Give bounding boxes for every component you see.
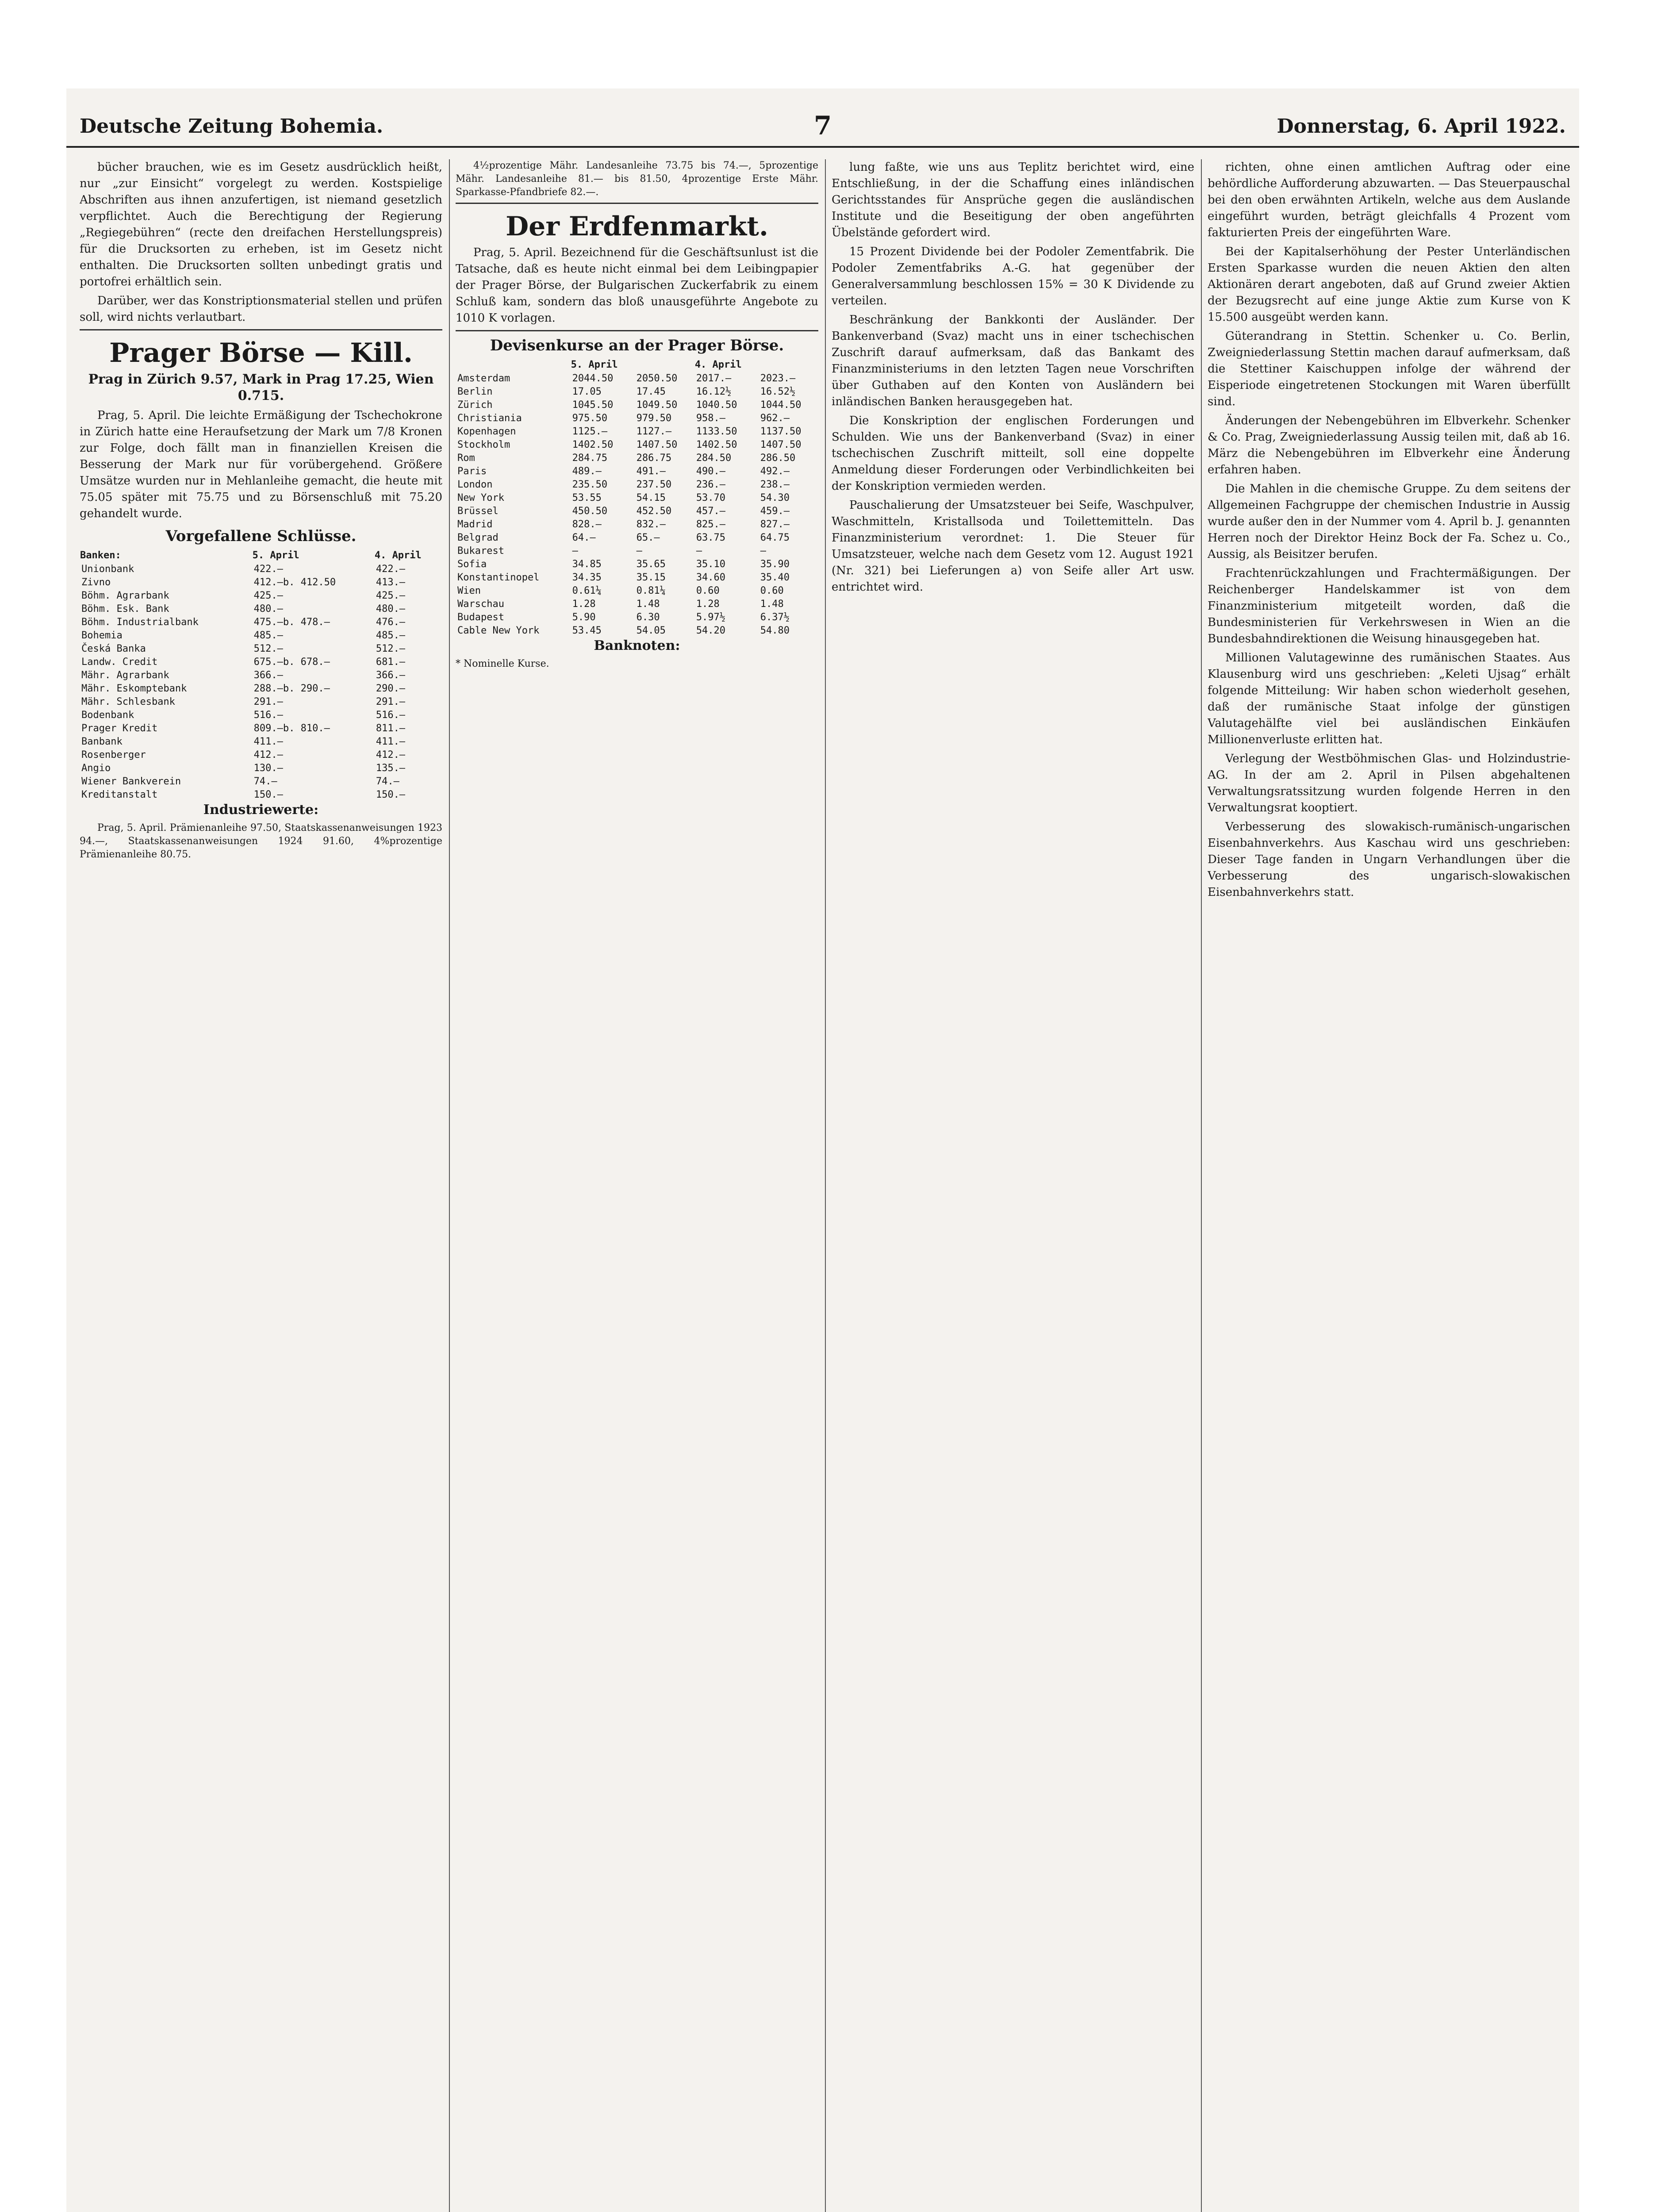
table-cell: 1407.50 — [760, 439, 802, 450]
table-cell: 1133.50 — [696, 426, 737, 437]
table-cell: 1.28 — [696, 599, 720, 610]
article-text: lung faßte, wie uns aus Teplitz berichtet wird, eine Entschließung, in der die Schaffung eines inländischen Gerichtsstandes für Ansprüche gegen die ausländischen Institute und die Beseitigung der oben angeführten Übelstände gefordert wird. — [832, 161, 1194, 239]
newspaper-page — [66, 88, 1579, 2212]
table-row — [456, 624, 818, 637]
table-cell: Böhm. Agrarbank — [81, 590, 169, 601]
table-cell: 492.— — [760, 466, 790, 477]
table-cell: 512.— — [376, 643, 406, 654]
table-cell: 1127.— — [636, 426, 672, 437]
table-cell: 422.— — [376, 564, 406, 575]
article-text: Pauschalierung der Umsatzsteuer bei Seife, Waschpulver, Waschmitteln, Kristallsoda und Toilettemitteln. Das Finanzministerium verordnet: 1. Die Steuer für Umsatzsteuer, welche nach dem Gesetz vom 12. August 1921 (Nr. 321) bei Lieferungen a) von Seife aller Art usw. entrichtet wird. — [832, 499, 1194, 594]
table-cell: Bukarest — [457, 545, 504, 557]
table-cell: Cable New York — [457, 625, 540, 636]
table-cell: Banbank — [81, 736, 123, 747]
table-cell: Wiener Bankverein — [81, 776, 181, 787]
table-cell: 53.45 — [572, 625, 602, 636]
table-cell: 1.48 — [636, 599, 660, 610]
table-cell: 0.60 — [760, 585, 784, 596]
divider — [80, 329, 442, 330]
table-cell: 237.50 — [636, 479, 672, 490]
table-header-row — [456, 358, 818, 372]
table-cell: Konstantinopel — [457, 572, 540, 583]
table-cell: 489.— — [572, 466, 602, 477]
table-row — [456, 531, 818, 545]
table-cell: 1402.50 — [696, 439, 737, 450]
table-header: 4. April — [374, 550, 422, 561]
article-text: Änderungen der Nebengebühren im Elbverkehr. Schenker & Co. Prag, Zweigniederlassung Aussig teilen mit, daß ab 16. März die Nebengebühren im Elbverkehr eine Änderung erfahren haben. — [1208, 414, 1570, 476]
table-cell: 34.85 — [572, 559, 602, 570]
column-divider — [449, 159, 450, 2212]
table-cell: 828.— — [572, 519, 602, 530]
table-row — [80, 603, 442, 616]
page-header — [66, 106, 1579, 148]
table-cell: 290.— — [376, 683, 406, 694]
table-cell: 825.— — [696, 519, 726, 530]
table-cell: Landw. Credit — [81, 657, 158, 668]
table-cell: London — [457, 479, 493, 490]
table-cell: 1402.50 — [572, 439, 614, 450]
section-title: Devisenkurse an der Prager Börse. — [490, 337, 784, 354]
article-text: Güterandrang in Stettin. Schenker u. Co. Berlin, Zweigniederlassung Stettin machen darauf aufmerksam, daß die Stettiner Kaischuppen infolge der während der Eisperiode eingetretenen Stockungen mit Waren überfüllt sind. — [1208, 330, 1570, 408]
table-cell: Mähr. Agrarbank — [81, 670, 169, 681]
table-cell: 35.65 — [636, 559, 666, 570]
table-cell: 1045.50 — [572, 399, 614, 411]
table-header: 5. April — [571, 359, 618, 370]
banks-table — [80, 549, 442, 802]
table-row — [80, 642, 442, 656]
table-row — [80, 616, 442, 629]
article-text: Millionen Valutagewinne des rumänischen Staates. Aus Klausenburg wird uns geschrieben: „Keleti Ujsag“ erhält folgende Mitteilung: Wir haben schon wiederholt gesehen, daß der rumänische Staat infolge der günstigen Valutagehälfte viel bei ausländischen Einkäufen Millionenverluste erlitten hat. — [1208, 651, 1570, 746]
table-cell: 74.— — [376, 776, 399, 787]
table-cell: Česká Banka — [81, 643, 146, 654]
table-row — [456, 438, 818, 452]
table-cell: 6.30 — [636, 612, 660, 623]
table-cell: Kopenhagen — [457, 426, 516, 437]
table-row — [80, 695, 442, 709]
table-cell: 135.— — [376, 763, 406, 774]
table-cell: 0.61¼ — [572, 585, 602, 596]
table-cell: 291.— — [376, 696, 406, 707]
table-cell: 1.28 — [572, 599, 596, 610]
table-row — [456, 465, 818, 478]
table-cell: 35.90 — [760, 559, 790, 570]
table-cell: 366.— — [253, 670, 283, 681]
table-cell: 827.— — [760, 519, 790, 530]
table-cell: 476.— — [376, 617, 406, 628]
table-cell: 2044.50 — [572, 373, 614, 384]
table-cell: 491.— — [636, 466, 666, 477]
table-cell: Christiania — [457, 413, 522, 424]
table-cell: 516.— — [253, 710, 283, 721]
table-cell: 54.30 — [760, 492, 790, 503]
table-cell: 452.50 — [636, 506, 672, 517]
table-cell: Angio — [81, 763, 111, 774]
table-cell: 150.— — [376, 789, 406, 800]
table-cell: 958.— — [696, 413, 726, 424]
table-header — [456, 358, 571, 372]
table-cell: 238.— — [760, 479, 790, 490]
table-row — [80, 669, 442, 682]
table-cell: 412.— — [376, 749, 406, 760]
table-cell: 512.— — [253, 643, 283, 654]
table-cell: Paris — [457, 466, 487, 477]
table-cell: 475.—b. 478.— — [253, 617, 330, 628]
table-row — [80, 735, 442, 749]
table-cell: 979.50 — [636, 413, 672, 424]
table-cell: 288.—b. 290.— — [253, 683, 330, 694]
table-cell: Rosenberger — [81, 749, 146, 760]
table-cell: 811.— — [376, 723, 406, 734]
table-row — [80, 775, 442, 788]
divider — [456, 203, 818, 204]
section-subtitle: Industriewerte: — [203, 802, 319, 818]
table-cell: 2023.— — [760, 373, 796, 384]
table-row — [80, 656, 442, 669]
table-cell: 411.— — [376, 736, 406, 747]
table-row — [456, 505, 818, 518]
table-row — [456, 385, 818, 399]
table-cell: 6.37½ — [760, 612, 790, 623]
table-cell: 2017.— — [696, 373, 732, 384]
table-row — [80, 589, 442, 603]
table-cell: 54.20 — [696, 625, 726, 636]
table-cell: 450.50 — [572, 506, 608, 517]
table-row — [456, 571, 818, 584]
table-cell: 516.— — [376, 710, 406, 721]
table-cell: Warschau — [457, 599, 504, 610]
table-cell: 675.—b. 678.— — [253, 657, 330, 668]
article-text: 4½prozentige Mähr. Landesanleihe 73.75 bis 74.—, 5prozentige Mähr. Landesanleihe 81.— bis 81.50, 4prozentige Erste Mähr. Sparkasse-Pfandbriefe 82.—. — [456, 160, 818, 198]
divider — [456, 330, 818, 331]
section-subtitle: Banknoten: — [594, 638, 680, 653]
table-cell: 422.— — [253, 564, 283, 575]
table-row — [456, 518, 818, 531]
table-row — [456, 558, 818, 571]
article-text: 15 Prozent Dividende bei der Podoler Zementfabrik. Die Podoler Zementfabriks A.-G. hat gegenüber der Generalversammlung beschlossen 15% = 30 K Dividende zu verteilen. — [832, 245, 1194, 307]
column-divider — [1201, 159, 1202, 2212]
table-cell: 5.90 — [572, 612, 596, 623]
article-text: Verbesserung des slowakisch-rumänisch-ungarischen Eisenbahnverkehrs. Aus Kaschau wird uns geschrieben: Dieser Tage fanden in Ungarn Verhandlungen über die Verbesserung des ungarisch-slowakischen Eisenbahnverkehrs statt. — [1208, 820, 1570, 899]
table-row — [456, 425, 818, 438]
table-cell: Zivno — [81, 577, 111, 588]
article-text: Prag, 5. April. Bezeichnend für die Geschäftsunlust ist die Tatsache, daß es heute nicht einmal bei dem Leibingpapier der Prager Börse, der Bulgarischen Zuckerfabrik zu einem Schluß kam, sondern das bloß unausgeführte Angebote zu 1010 K vorlagen. — [456, 246, 818, 325]
table-row — [80, 762, 442, 775]
table-cell: 366.— — [376, 670, 406, 681]
table-cell: Budapest — [457, 612, 504, 623]
table-cell: 63.75 — [696, 532, 726, 543]
table-cell: 425.— — [376, 590, 406, 601]
table-cell: 284.75 — [572, 453, 608, 464]
table-cell: 34.35 — [572, 572, 602, 583]
article-text: Verlegung der Westböhmischen Glas- und Holzindustrie-AG. In der am 2. April in Pilsen abgehaltenen Verwaltungsratssitzung wurden folgende Herren in den Verwaltungsrat kooptiert. — [1208, 752, 1570, 814]
table-cell: 54.80 — [760, 625, 790, 636]
table-cell: 286.75 — [636, 453, 672, 464]
table-cell: 17.05 — [572, 386, 602, 397]
article-text: richten, ohne einen amtlichen Auftrag oder eine behördliche Aufforderung abzuwarten. — Das Steuerpauschal bei den oben erwähnten Artikeln, welche aus dem Auslande eingeführt wurden, beträgt gleichfalls 4 Prozent vom fakturierten Preis der eingeführten Ware. — [1208, 161, 1570, 239]
table-cell: Böhm. Esk. Bank — [81, 603, 169, 614]
table-cell: Prager Kredit — [81, 723, 158, 734]
table-cell: Wien — [457, 585, 481, 596]
table-cell: 457.— — [696, 506, 726, 517]
table-cell: 54.05 — [636, 625, 666, 636]
table-cell: Mähr. Eskomptebank — [81, 683, 187, 694]
table-cell: — — [696, 545, 702, 557]
table-row — [80, 576, 442, 589]
table-row — [456, 545, 818, 558]
table-cell: 286.50 — [760, 453, 796, 464]
table-cell: 2050.50 — [636, 373, 678, 384]
table-cell: 1040.50 — [696, 399, 737, 411]
footnote: * Nominelle Kurse. — [456, 658, 549, 669]
table-cell: 1137.50 — [760, 426, 802, 437]
table-cell: 64.— — [572, 532, 596, 543]
table-cell: Sofia — [457, 559, 487, 570]
table-cell: 1049.50 — [636, 399, 678, 411]
table-cell: Berlin — [457, 386, 493, 397]
table-header — [635, 358, 694, 372]
page-number: 7 — [813, 111, 832, 141]
table-row — [80, 749, 442, 762]
table-cell: 284.50 — [696, 453, 732, 464]
table-cell: 412.— — [253, 749, 283, 760]
table-cell: 480.— — [253, 603, 283, 614]
table-cell: 809.—b. 810.— — [253, 723, 330, 734]
table-cell: Stockholm — [457, 439, 510, 450]
table-row — [80, 629, 442, 642]
table-cell: 0.81¼ — [636, 585, 666, 596]
table-row — [80, 709, 442, 722]
newspaper-name: Deutsche Zeitung Bohemia. — [80, 115, 384, 138]
table-header: Banken: — [80, 550, 121, 561]
table-header — [759, 358, 818, 372]
table-row — [456, 478, 818, 492]
table-header: 5. April — [252, 550, 299, 561]
table-cell: 53.70 — [696, 492, 726, 503]
table-cell: — — [572, 545, 578, 557]
table-row — [456, 452, 818, 465]
section-title: Der Erdfenmarkt. — [506, 211, 768, 242]
table-cell: Rom — [457, 453, 475, 464]
table-row — [456, 492, 818, 505]
column-3 — [832, 159, 1194, 2212]
article-text: Prag, 5. April. Die leichte Ermäßigung der Tschechokrone in Zürich hatte eine Heraufsetzung der Mark um 7/8 Kronen zur Folge, doch fällt man in finanziellen Kreisen die Besserung der Mark nur für vorübergehend. Größere Umsätze wurden nur in Mehlanleihe gemacht, die heute mit 75.05 später mit 75.75 und zu Börsenschluß mit 75.20 gehandelt wurde. — [80, 409, 442, 520]
table-cell: 1407.50 — [636, 439, 678, 450]
article-text: Die Konskription der englischen Forderungen und Schulden. Wie uns der Bankenverband (Svaz) in einer tschechischen Zuschrift mitteilt, soll eine doppelte Anmeldung dieser Forderungen oder Verbindlichkeiten bei der Konskription vermieden werden. — [832, 414, 1194, 493]
table-cell: 413.— — [376, 577, 406, 588]
table-cell: 425.— — [253, 590, 283, 601]
table-cell: 236.— — [696, 479, 726, 490]
table-cell: 459.— — [760, 506, 790, 517]
table-row — [80, 563, 442, 576]
devisen-table — [456, 358, 818, 637]
table-cell: Belgrad — [457, 532, 499, 543]
issue-date: Donnerstag, 6. April 1922. — [1277, 115, 1566, 138]
table-cell: Unionbank — [81, 564, 134, 575]
article-text: Die Mahlen in die chemische Gruppe. Zu dem seitens der Allgemeinen Fachgruppe der chemischen Industrie in Aussig wurde außer den in der Nummer vom 4. April b. J. genannten Herren noch der Direktor Heinz Bock der Fa. Schez u. Co., Aussig, als Beisitzer berufen. — [1208, 482, 1570, 561]
table-row — [456, 584, 818, 598]
table-row — [80, 682, 442, 695]
table-cell: Madrid — [457, 519, 493, 530]
table-cell: 35.40 — [760, 572, 790, 583]
table-cell: 1044.50 — [760, 399, 802, 411]
table-cell: 5.97½ — [696, 612, 726, 623]
table-cell: New York — [457, 492, 504, 503]
table-cell: 64.75 — [760, 532, 790, 543]
table-cell: Kreditanstalt — [81, 789, 158, 800]
table-cell: 16.52½ — [760, 386, 796, 397]
table-cell: 235.50 — [572, 479, 608, 490]
section-subtitle: Prag in Zürich 9.57, Mark in Prag 17.25, Wien 0.715. — [88, 372, 434, 403]
table-cell: 485.— — [376, 630, 406, 641]
table-row — [456, 372, 818, 385]
section-title: Prager Börse — Kill. — [109, 338, 413, 369]
table-cell: 130.— — [253, 763, 283, 774]
column-1 — [80, 159, 442, 2212]
table-cell: Mähr. Schlesbank — [81, 696, 175, 707]
table-row — [456, 611, 818, 624]
article-text: Bei der Kapitalserhöhung der Pester Unterländischen Ersten Sparkasse wurden die neuen Aktien den alten Aktionären derart angeboten, daß auf Grund zweier Aktien der Bezugsrecht auf eine junge Aktie zum Kurse von K 15.500 ausgeübt werden kann. — [1208, 245, 1570, 324]
table-row — [456, 399, 818, 412]
table-row — [80, 788, 442, 802]
table-cell: — — [760, 545, 766, 557]
article-text: Beschränkung der Bankkonti der Ausländer. Der Bankenverband (Svaz) macht uns in einer tschechischen Zuschrift darauf aufmerksam, daß das Bankamt des Finanzministeriums in den letzten Tagen neue Vorschriften über Guthaben auf den Konten von Ausländern bei inländischen Banken herausgegeben hat. — [832, 313, 1194, 408]
table-cell: 150.— — [253, 789, 283, 800]
table-cell: Brüssel — [457, 506, 499, 517]
table-cell: 291.— — [253, 696, 283, 707]
article-text: Frachtenrückzahlungen und Frachtermäßigungen. Der Reichenberger Handelskammer ist von dem Finanzministerium mitgeteilt worden, daß die Bundesministerien für Verkehrswesen in Wien an die Bundesbahndirektionen die Weisung hinausgegeben hat. — [1208, 567, 1570, 645]
table-cell: 411.— — [253, 736, 283, 747]
table-cell: 74.— — [253, 776, 277, 787]
table-cell: Böhm. Industrialbank — [81, 617, 199, 628]
article-text: bücher brauchen, wie es im Gesetz ausdrücklich heißt, nur „zur Einsicht“ vorgelegt zu werden. Kostspielige Abschriften aus ihnen anzufertigen, ist niemand gesetzlich verpflichtet. Auch die Berechtigung der Regierung „Regiegebühren“ (recte den dreifachen Herstellungspreis) für die Drucksorten zu erheben, ist im Gesetz nicht enthalten. Die Drucksorten sollten unbedingt gratis und portofrei erhältlich sein. — [80, 161, 442, 288]
column-2 — [456, 159, 818, 2212]
table-cell: 35.15 — [636, 572, 666, 583]
table-cell: 54.15 — [636, 492, 666, 503]
table-header-row — [80, 549, 442, 563]
section-title: Vorgefallene Schlüsse. — [165, 527, 357, 545]
column-4 — [1208, 159, 1570, 2212]
table-cell: — — [636, 545, 642, 557]
table-row — [456, 412, 818, 425]
table-cell: 65.— — [636, 532, 660, 543]
table-row — [80, 722, 442, 735]
table-cell: 16.12½ — [696, 386, 732, 397]
table-cell: Bohemia — [81, 630, 123, 641]
table-cell: 53.55 — [572, 492, 602, 503]
table-header: 4. April — [694, 359, 742, 370]
column-divider — [825, 159, 826, 2212]
table-cell: 480.— — [376, 603, 406, 614]
table-cell: 485.— — [253, 630, 283, 641]
article-text: Prag, 5. April. Prämienanleihe 97.50, Staatskassenanweisungen 1923 94.—, Staatskassenanweisungen 1924 91.60, 4%prozentige Prämienanleihe 80.75. — [80, 822, 442, 860]
table-cell: 17.45 — [636, 386, 666, 397]
table-cell: 35.10 — [696, 559, 726, 570]
table-row — [456, 598, 818, 611]
table-cell: 0.60 — [696, 585, 720, 596]
table-cell: 412.—b. 412.50 — [253, 577, 336, 588]
table-cell: 1.48 — [760, 599, 784, 610]
table-cell: 832.— — [636, 519, 666, 530]
table-cell: Amsterdam — [457, 373, 510, 384]
table-cell: 975.50 — [572, 413, 608, 424]
table-cell: 962.— — [760, 413, 790, 424]
article-text: Darüber, wer das Konstriptionsmaterial stellen und prüfen soll, wird nichts verlautbart. — [80, 294, 442, 324]
table-cell: 1125.— — [572, 426, 608, 437]
table-cell: Zürich — [457, 399, 493, 411]
table-cell: 681.— — [376, 657, 406, 668]
table-cell: 34.60 — [696, 572, 726, 583]
table-cell: Bodenbank — [81, 710, 134, 721]
table-cell: 490.— — [696, 466, 726, 477]
